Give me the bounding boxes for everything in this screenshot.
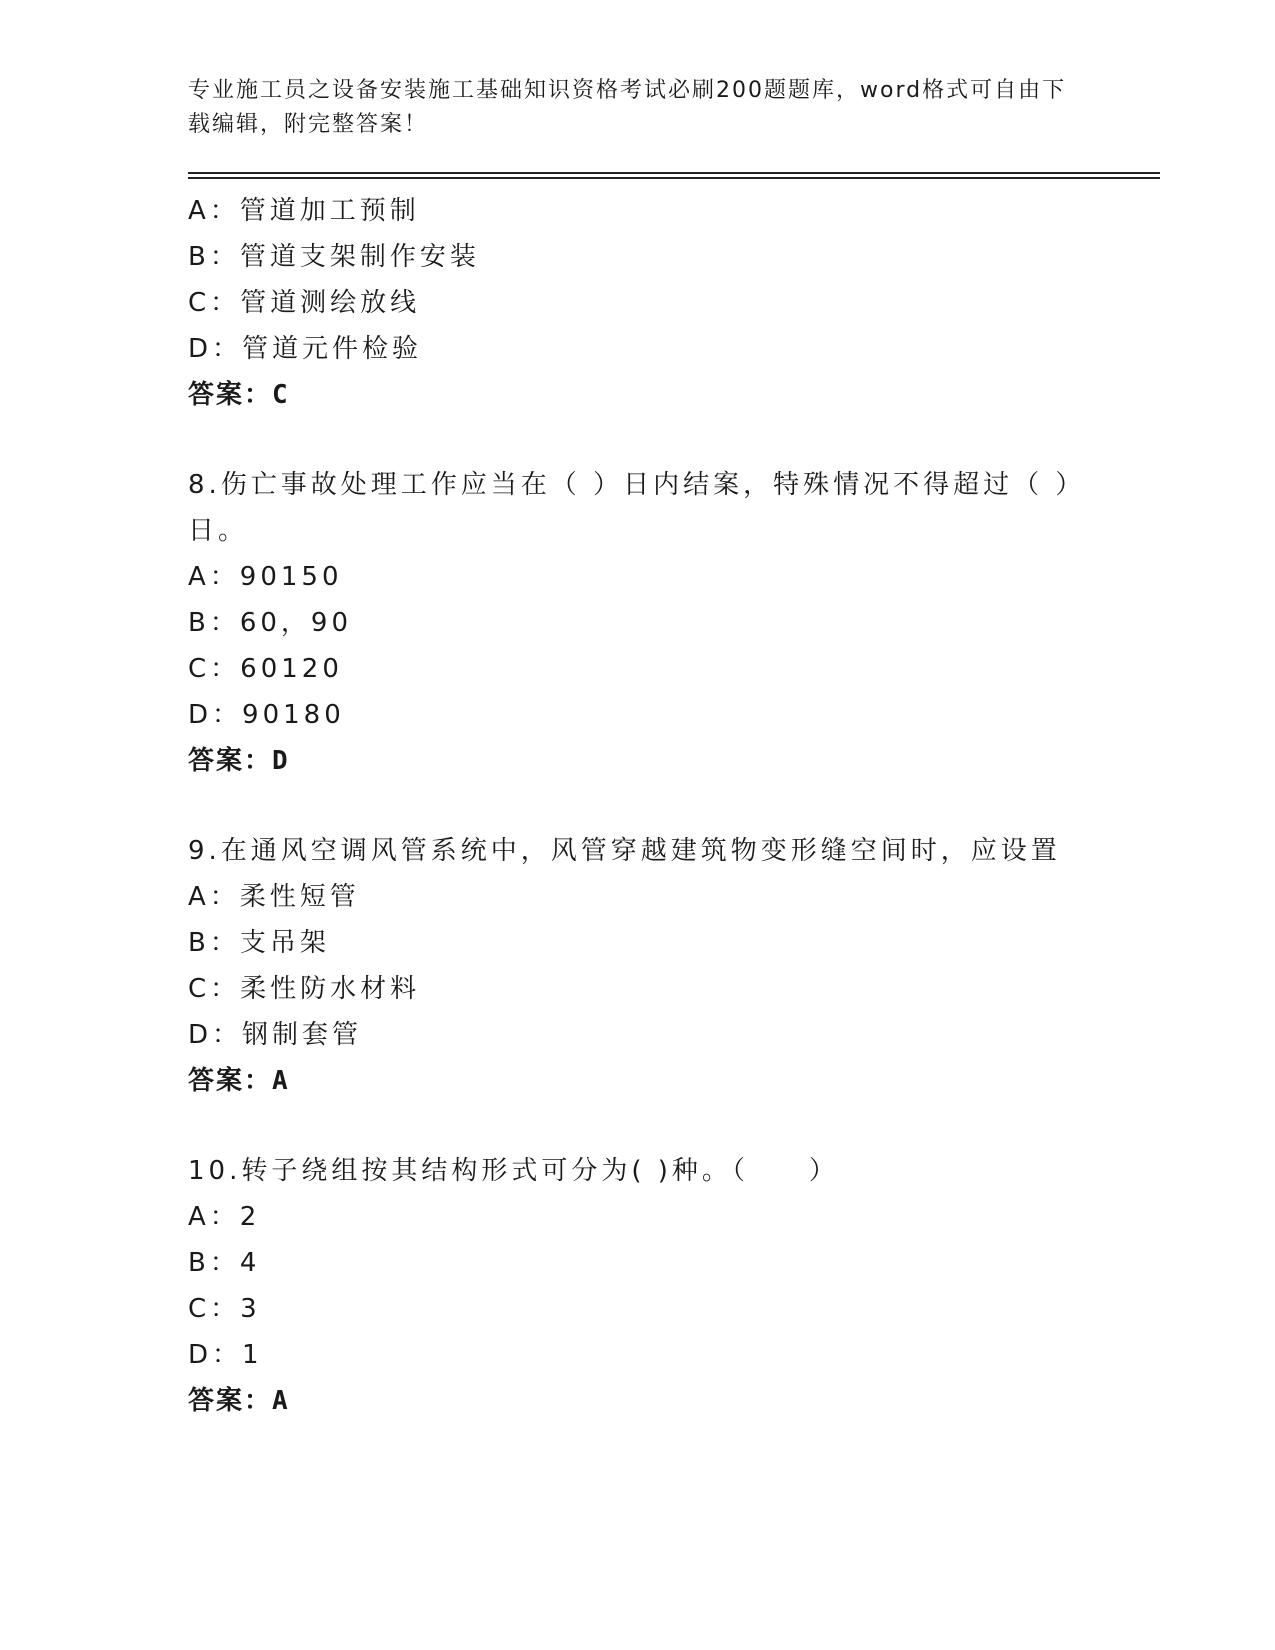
answer-line: 答案：D (188, 746, 290, 776)
question-block (188, 1148, 1088, 1424)
option-c: C：60120 (188, 654, 343, 684)
option-c: C：柔性防水材料 (188, 974, 421, 1004)
header-divider-top (188, 172, 1160, 174)
answer-line: 答案：C (188, 380, 290, 410)
answer-line: 答案：A (188, 1066, 290, 1096)
option-b: B：管道支架制作安装 (188, 242, 480, 272)
option-b: B：4 (188, 1248, 261, 1278)
option-d: D：1 (188, 1340, 263, 1370)
option-b: B：支吊架 (188, 928, 330, 958)
question-list (188, 188, 1088, 1424)
option-b: B：60，90 (188, 608, 353, 638)
question-text: 10.转子绕组按其结构形式可分为( )种。（ ） (188, 1156, 839, 1186)
option-c: C：管道测绘放线 (188, 288, 421, 318)
option-a: A：管道加工预制 (188, 196, 420, 226)
document-header: 专业施工员之设备安装施工基础知识资格考试必刷200题题库，word格式可自由下载编辑，附完整答案！ (188, 78, 1067, 137)
option-a: A：柔性短管 (188, 882, 360, 912)
option-c: C：3 (188, 1294, 261, 1324)
spacer (188, 418, 1088, 462)
option-d: D：90180 (188, 700, 345, 730)
option-a: A：90150 (188, 562, 343, 592)
header-divider-bottom (188, 177, 1160, 179)
option-a: A：2 (188, 1202, 261, 1232)
question-text: 9.在通风空调风管系统中，风管穿越建筑物变形缝空间时，应设置 (188, 836, 1061, 866)
question-block (188, 188, 1088, 418)
option-d: D：钢制套管 (188, 1020, 363, 1050)
spacer (188, 1104, 1088, 1148)
spacer (188, 784, 1088, 828)
option-d: D：管道元件检验 (188, 334, 423, 364)
question-block (188, 462, 1088, 784)
question-text: 8.伤亡事故处理工作应当在（ ）日内结案，特殊情况不得超过（ ）日。 (188, 470, 1086, 546)
question-block (188, 828, 1088, 1104)
answer-line: 答案：A (188, 1386, 290, 1416)
